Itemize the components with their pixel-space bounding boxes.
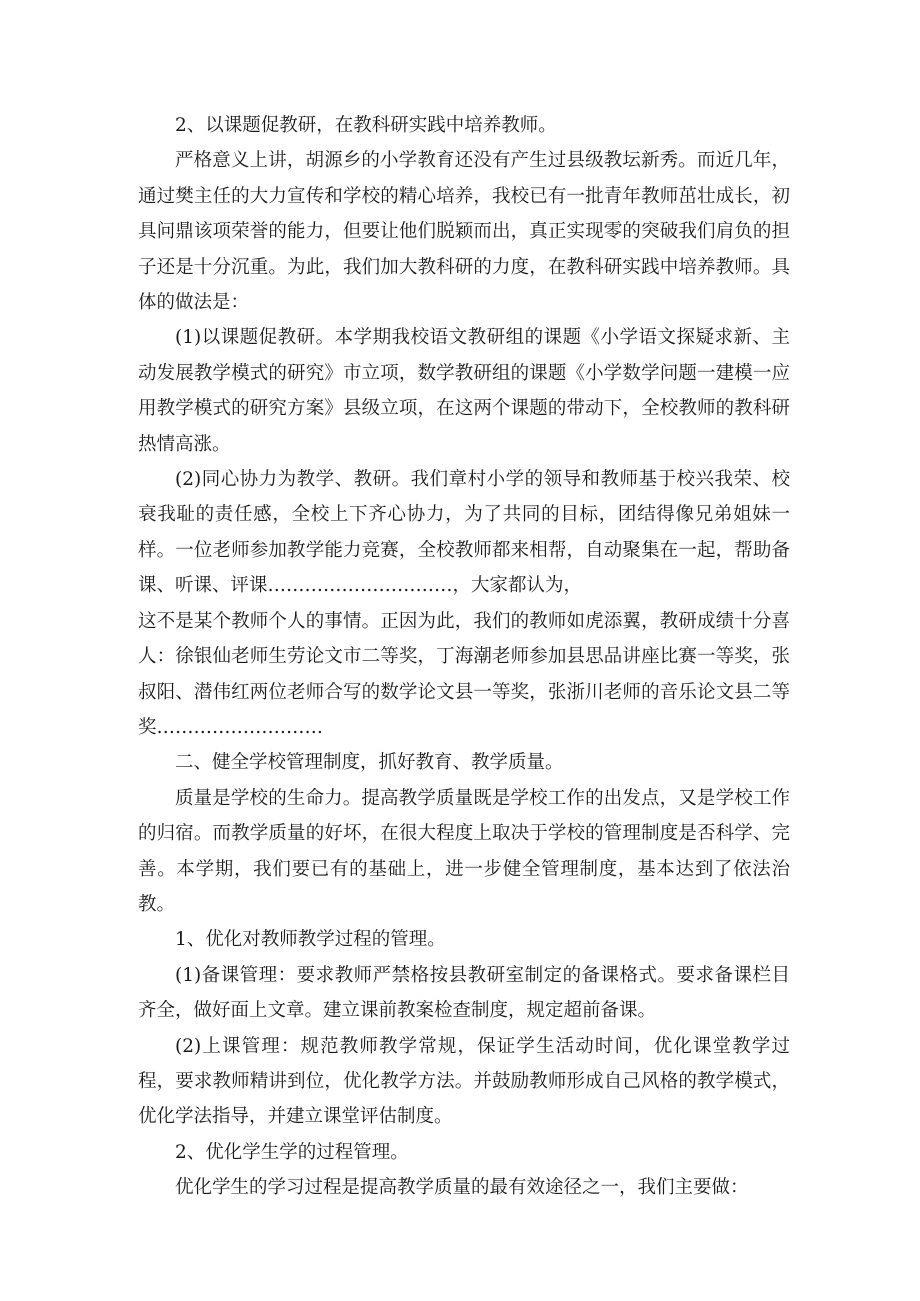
heading-subsection-2: 2、以课题促教研，在教科研实践中培养教师。 bbox=[175, 115, 557, 136]
paragraph: 严格意义上讲，胡源乡的小学教育还没有产生过县级教坛新秀。而近几年，通过樊主任的大力宣传和学校的精心培养，我校已有一批青年教师茁壮成长，初具问鼎该项荣誉的能力，但要让他们脱颖而出，真正实现零的突破我们肩负的担子还是十分沉重。为此，我们加大教科研的力度，在教科研实践中培养教师。具体的做法是： bbox=[138, 150, 790, 314]
heading-subsection-2: 2、优化学生学的过程管理。 bbox=[175, 1141, 409, 1163]
heading-subsection-1: 1、优化对教师教学过程的管理。 bbox=[175, 929, 446, 951]
paragraph: 优化学生的学习过程是提高教学质量的最有效途径之一，我们主要做： bbox=[175, 1177, 749, 1199]
list-item-2: (2)上课管理：规范教师教学常规，保证学生活动时间，优化课堂教学过程，要求教师精讲到位，优化教学方法。并鼓励教师形成自己风格的教学模式，优化学法指导，并建立课堂评估制度。 bbox=[138, 1035, 790, 1128]
paragraph-continuation: 这不是某个教师个人的事情。正因为此，我们的教师如虎添翼，教研成绩十分喜人：徐银仙老师生劳论文市二等奖，丁海潮老师参加县思品讲座比赛一等奖，张叔阳、潜伟红两位老师合写的数学论文县一等奖，张浙川老师的音乐论文县二等奖……………………… bbox=[138, 610, 790, 738]
document-body bbox=[138, 108, 790, 1206]
paragraph: 质量是学校的生命力。提高教学质量既是学校工作的出发点，又是学校工作的归宿。而教学质量的好坏，在很大程度上取决于学校的管理制度是否科学、完善。本学期，我们要已有的基础上，进一步健全管理制度，基本达到了依法治教。 bbox=[138, 787, 790, 915]
list-item-1: (1)以课题促教研。本学期我校语文教研组的课题《小学语文探疑求新、主动发展教学模式的研究》市立项，数学教研组的课题《小学数学问题一建模一应用教学模式的研究方案》县级立项，在这两个课题的带动下，全校教师的教科研热情高涨。 bbox=[138, 327, 790, 455]
heading-section-2: 二、健全学校管理制度，抓好教育、教学质量。 bbox=[175, 752, 564, 774]
list-item-1: (1)备课管理：要求教师严禁格按县教研室制定的备课格式。要求备课栏目齐全，做好面上文章。建立课前教案检查制度，规定超前备课。 bbox=[138, 964, 790, 1022]
list-item-2: (2)同心协力为教学、教研。我们章村小学的领导和教师基于校兴我荣、校衰我耻的责任感，全校上下齐心协力，为了共同的目标，团结得像兄弟姐妹一样。一位老师参加教学能力竞赛，全校教师都来相帮，自动聚集在一起，帮助备课、听课、评课…………………………，大家都认为， bbox=[138, 469, 790, 597]
